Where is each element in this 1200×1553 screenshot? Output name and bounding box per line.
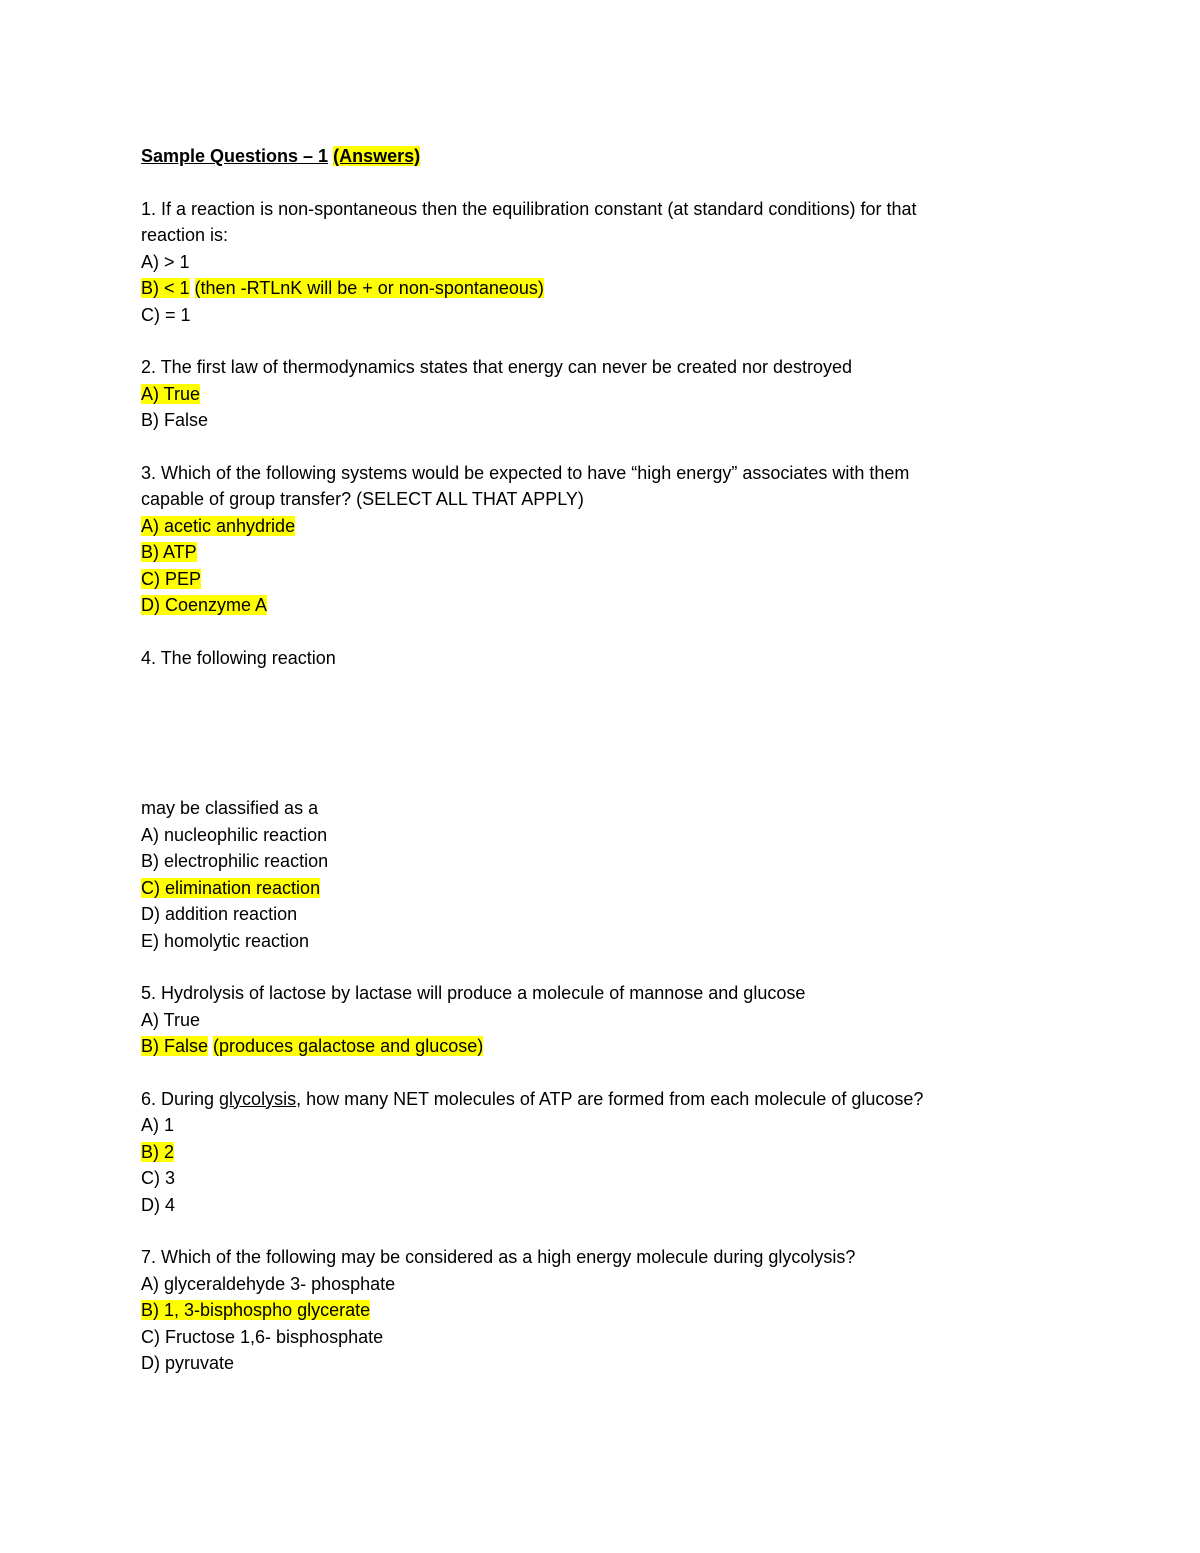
q6-option-b-label: B) 2 <box>141 1141 175 1162</box>
question-3-text <box>141 460 1041 487</box>
q4-option-c <box>141 875 1041 902</box>
question-4-text-cont: may be classified as a <box>141 798 319 818</box>
question-3-text-cont: capable of group transfer? (SELECT ALL THAT APPLY) <box>141 489 584 509</box>
q1-option-b-note: (then -RTLnK will be + or non-spontaneous) <box>194 278 544 298</box>
question-5-text <box>141 980 1041 1007</box>
question-text: Which of the following systems would be expected to have “high energy” associates with them <box>156 462 910 483</box>
q3-option-b-label: B) ATP <box>141 542 197 562</box>
reaction-figure-placeholder <box>141 671 1041 795</box>
question-6-text <box>141 1086 1041 1113</box>
q4-option-d: D) addition reaction <box>141 904 298 924</box>
question-text-post: , how many NET molecules of ATP are formed from each molecule of glucose? <box>296 1088 924 1109</box>
q3-option-a-label: A) acetic anhydride <box>141 515 296 536</box>
document-title <box>141 143 1041 170</box>
q1-option-c: C) = 1 <box>141 304 191 325</box>
q7-option-b-label: B) 1, 3-bisphospho glycerate <box>141 1300 371 1320</box>
question-text: The following reaction <box>156 647 336 668</box>
q6-option-c: C) 3 <box>141 1168 176 1188</box>
q1-option-a: A) > 1 <box>141 251 190 272</box>
q7-option-d: D) pyruvate <box>141 1353 235 1373</box>
question-text: If a reaction is non-spontaneous then the equilibration constant (at standard conditions) for that <box>156 198 917 219</box>
document-page <box>141 143 1041 1377</box>
q7-option-c: C) Fructose 1,6- bisphosphate <box>141 1326 384 1347</box>
q4-option-b: B) electrophilic reaction <box>141 851 329 871</box>
question-number: 5. <box>141 983 157 1003</box>
q5-option-b <box>141 1033 1041 1060</box>
q7-option-b <box>141 1297 1041 1324</box>
q3-option-c <box>141 566 1041 593</box>
q3-option-b <box>141 539 1041 566</box>
q6-option-b <box>141 1139 1041 1166</box>
question-1-text <box>141 196 1041 223</box>
question-2-text <box>141 354 1041 381</box>
q2-option-b: B) False <box>141 410 209 430</box>
question-text: The first law of thermodynamics states that energy can never be created nor destroyed <box>156 357 853 377</box>
question-number: 2. <box>141 357 157 377</box>
question-text: Hydrolysis of lactose by lactase will produce a molecule of mannose and glucose <box>156 983 806 1003</box>
question-number: 4. <box>141 647 157 668</box>
title-main: Sample Questions – 1 <box>141 146 329 166</box>
question-7-text <box>141 1244 1041 1271</box>
question-text: Which of the following may be considered as a high energy molecule during glycolysis? <box>156 1247 856 1267</box>
question-number: 3. <box>141 462 157 483</box>
question-text-underlined: glycolysis <box>219 1088 297 1109</box>
question-1-text-cont: reaction is: <box>141 225 229 245</box>
question-4-text <box>141 645 1041 672</box>
q7-option-a: A) glyceraldehyde 3- phosphate <box>141 1273 396 1294</box>
q6-option-d: D) 4 <box>141 1194 176 1215</box>
q6-option-a: A) 1 <box>141 1115 175 1135</box>
q3-option-a <box>141 513 1041 540</box>
title-answers: (Answers) <box>333 146 421 166</box>
q1-option-b <box>141 275 1041 302</box>
q3-option-c-label: C) PEP <box>141 568 202 589</box>
q3-option-d-label: D) Coenzyme A <box>141 595 268 615</box>
q1-option-b-label: B) < 1 <box>141 278 190 298</box>
question-number: 7. <box>141 1247 157 1267</box>
question-number: 6. <box>141 1088 157 1109</box>
q4-option-e: E) homolytic reaction <box>141 930 310 951</box>
q4-option-a: A) nucleophilic reaction <box>141 824 328 845</box>
q5-option-b-note: (produces galactose and glucose) <box>213 1036 484 1056</box>
q2-option-a-label: A) True <box>141 383 201 404</box>
q5-option-a: A) True <box>141 1009 201 1030</box>
q3-option-d <box>141 592 1041 619</box>
question-text-pre: During <box>156 1088 220 1109</box>
question-number: 1. <box>141 198 157 219</box>
q2-option-a <box>141 381 1041 408</box>
q5-option-b-label: B) False <box>141 1036 209 1056</box>
q4-option-c-label: C) elimination reaction <box>141 877 321 898</box>
